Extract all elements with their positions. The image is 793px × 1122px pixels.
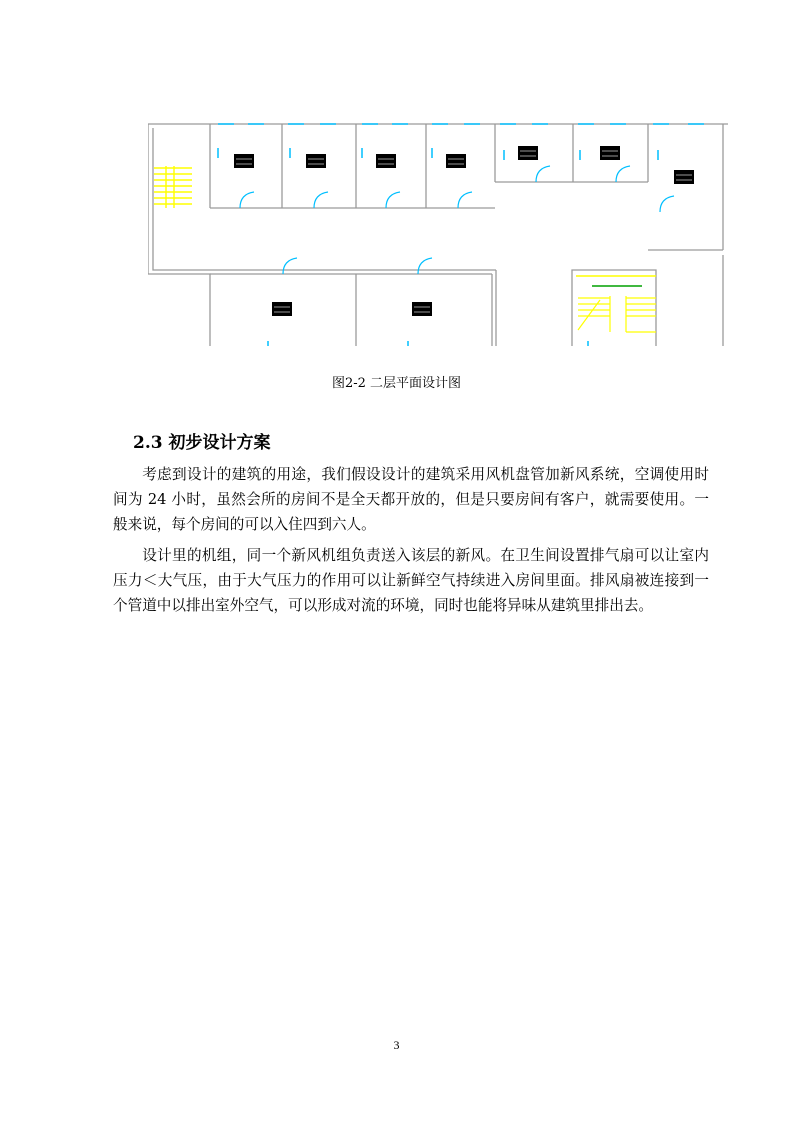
- paragraph-1: 考虑到设计的建筑的用途，我们假设设计的建筑采用风机盘管加新风系统，空调使用时间为 24 小时，虽然会所的房间不是全天都开放的，但是只要房间有客户，就需要使用。一般来说，每个房间的可以入住四到六人。: [113, 466, 709, 533]
- room-label-block: [234, 154, 254, 168]
- room-label-block: [412, 302, 432, 316]
- floor-plan-figure: [148, 120, 728, 348]
- room-label-block: [674, 170, 694, 184]
- room-label-block: [518, 146, 538, 160]
- paragraph-2: 设计里的机组，同一个新风机组负责送入该层的新风。在卫生间设置排气扇可以让室内压力＜大气压，由于大气压力的作用可以让新鲜空气持续进入房间里面。排风扇被连接到一个管道中以排出室外空气，可以形成对流的环境，同时也能将异味从建筑里排出去。: [113, 547, 709, 614]
- room-label-block: [376, 154, 396, 168]
- room-label-block: [446, 154, 466, 168]
- room-label-block: [306, 154, 326, 168]
- room-label-block: [272, 302, 292, 316]
- floor-plan-drawing: [148, 120, 728, 348]
- figure-caption: 图2-2 二层平面设计图: [331, 376, 462, 391]
- section-heading: 2.3 初步设计方案: [133, 433, 271, 453]
- page-number: 3: [393, 1038, 400, 1052]
- room-label-block: [600, 146, 620, 160]
